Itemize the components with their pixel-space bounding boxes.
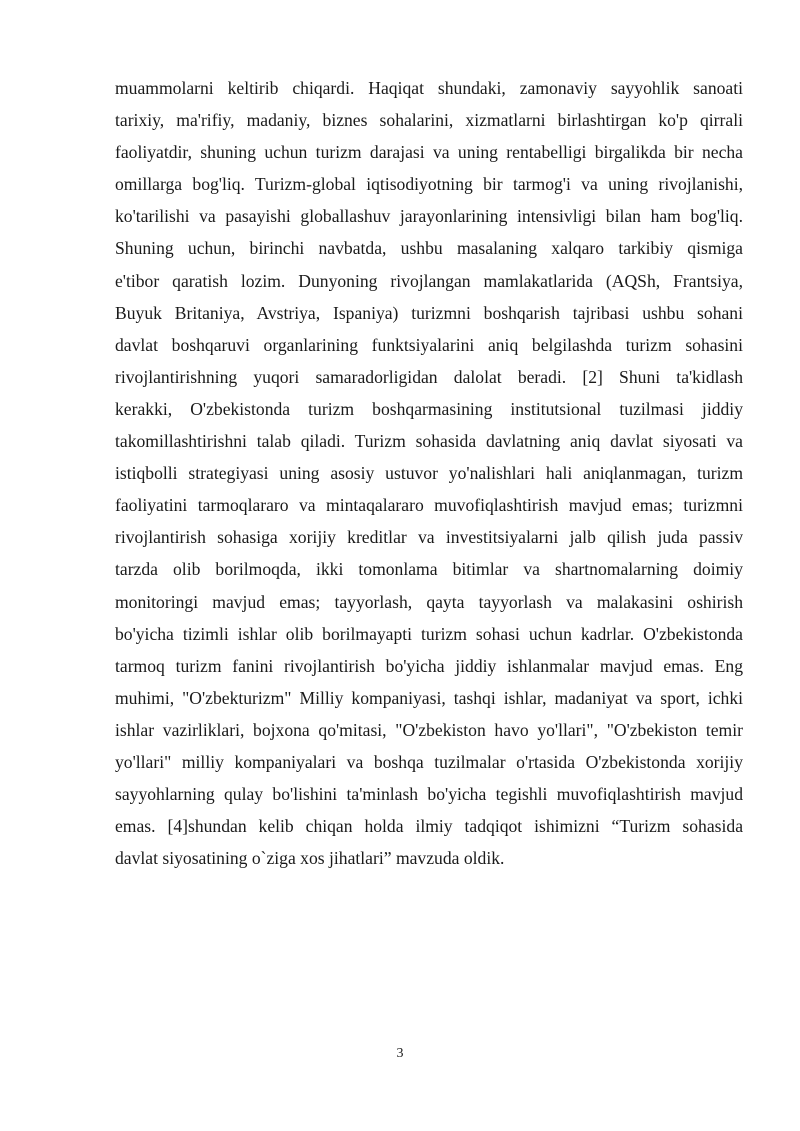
- text-line: davlat boshqaruvi organlarining funktsiyalarini aniq belgilashda turizm sohasini: [115, 334, 743, 355]
- text-line: rivojlantirish sohasiga xorijiy kreditlar va investitsiyalarni jalb qilish juda passiv: [115, 527, 743, 548]
- text-line: rivojlantirishning yuqori samaradorligidan dalolat beradi. [2] Shuni ta'kidlash: [115, 366, 743, 387]
- text-line: ko'tarilishi va pasayishi globallashuv jarayonlarining intensivligi bilan ham bog'liq.: [115, 206, 743, 227]
- body-paragraph: [115, 72, 743, 874]
- page-number: 3: [396, 1046, 404, 1061]
- text-line: yo'llari" milliy kompaniyalari va boshqa tuzilmalar o'rtasida O'zbekistonda xorijiy: [115, 751, 743, 772]
- text-line: tarmoq turizm fanini rivojlantirish bo'yicha jiddiy ishlanmalar mavjud emas. Eng: [115, 655, 743, 676]
- text-line: e'tibor qaratish lozim. Dunyoning rivojlangan mamlakatlarida (AQSh, Frantsiya,: [115, 270, 743, 291]
- text-line: sayyohlarning qulay bo'lishini ta'minlash bo'yicha tegishli muvofiqlashtirish mavjud: [115, 784, 743, 805]
- text-line: faoliyatdir, shuning uchun turizm darajasi va uning rentabelligi birgalikda bir necha: [115, 142, 743, 163]
- text-line: ishlar vazirliklari, bojxona qo'mitasi, "O'zbekiston havo yo'llari", "O'zbekiston temir: [115, 719, 743, 740]
- text-line: Shuning uchun, birinchi navbatda, ushbu masalaning xalqaro tarkibiy qismiga: [115, 238, 743, 259]
- text-line: Buyuk Britaniya, Avstriya, Ispaniya) turizmni boshqarish tajribasi ushbu sohani: [115, 302, 743, 323]
- text-line: takomillashtirishni talab qiladi. Turizm sohasida davlatning aniq davlat siyosati va: [115, 431, 743, 452]
- text-line: bo'yicha tizimli ishlar olib borilmayapti turizm sohasi uchun kadrlar. O'zbekistonda: [115, 623, 743, 644]
- text-line: emas. [4]shundan kelib chiqan holda ilmiy tadqiqot ishimizni “Turizm sohasida: [115, 816, 743, 837]
- text-line: istiqbolli strategiyasi uning asosiy ustuvor yo'nalishlari hali aniqlanmagan, turizm: [115, 463, 743, 484]
- text-line: tarixiy, ma'rifiy, madaniy, biznes sohalarini, xizmatlarni birlashtirgan ko'p qirrali: [115, 110, 743, 131]
- text-line: tarzda olib borilmoqda, ikki tomonlama bitimlar va shartnomalarning doimiy: [115, 559, 743, 580]
- text-line: faoliyatini tarmoqlararo va mintaqalararo muvofiqlashtirish mavjud emas; turizmni: [115, 495, 743, 516]
- text-line: omillarga bog'liq. Turizm-global iqtisodiyotning bir tarmog'i va uning rivojlanishi,: [115, 174, 743, 195]
- text-line: muhimi, "O'zbekturizm" Milliy kompaniyasi, tashqi ishlar, madaniyat va sport, ichki: [115, 687, 743, 708]
- text-line: monitoringi mavjud emas; tayyorlash, qayta tayyorlash va malakasini oshirish: [115, 591, 743, 612]
- text-line: muammolarni keltirib chiqardi. Haqiqat shundaki, zamonaviy sayyohlik sanoati: [115, 78, 743, 98]
- text-line: davlat siyosatining o`ziga xos jihatlari” mavzuda oldik.: [115, 848, 505, 869]
- text-line: kerakki, O'zbekistonda turizm boshqarmasining institutsional tuzilmasi jiddiy: [115, 398, 743, 419]
